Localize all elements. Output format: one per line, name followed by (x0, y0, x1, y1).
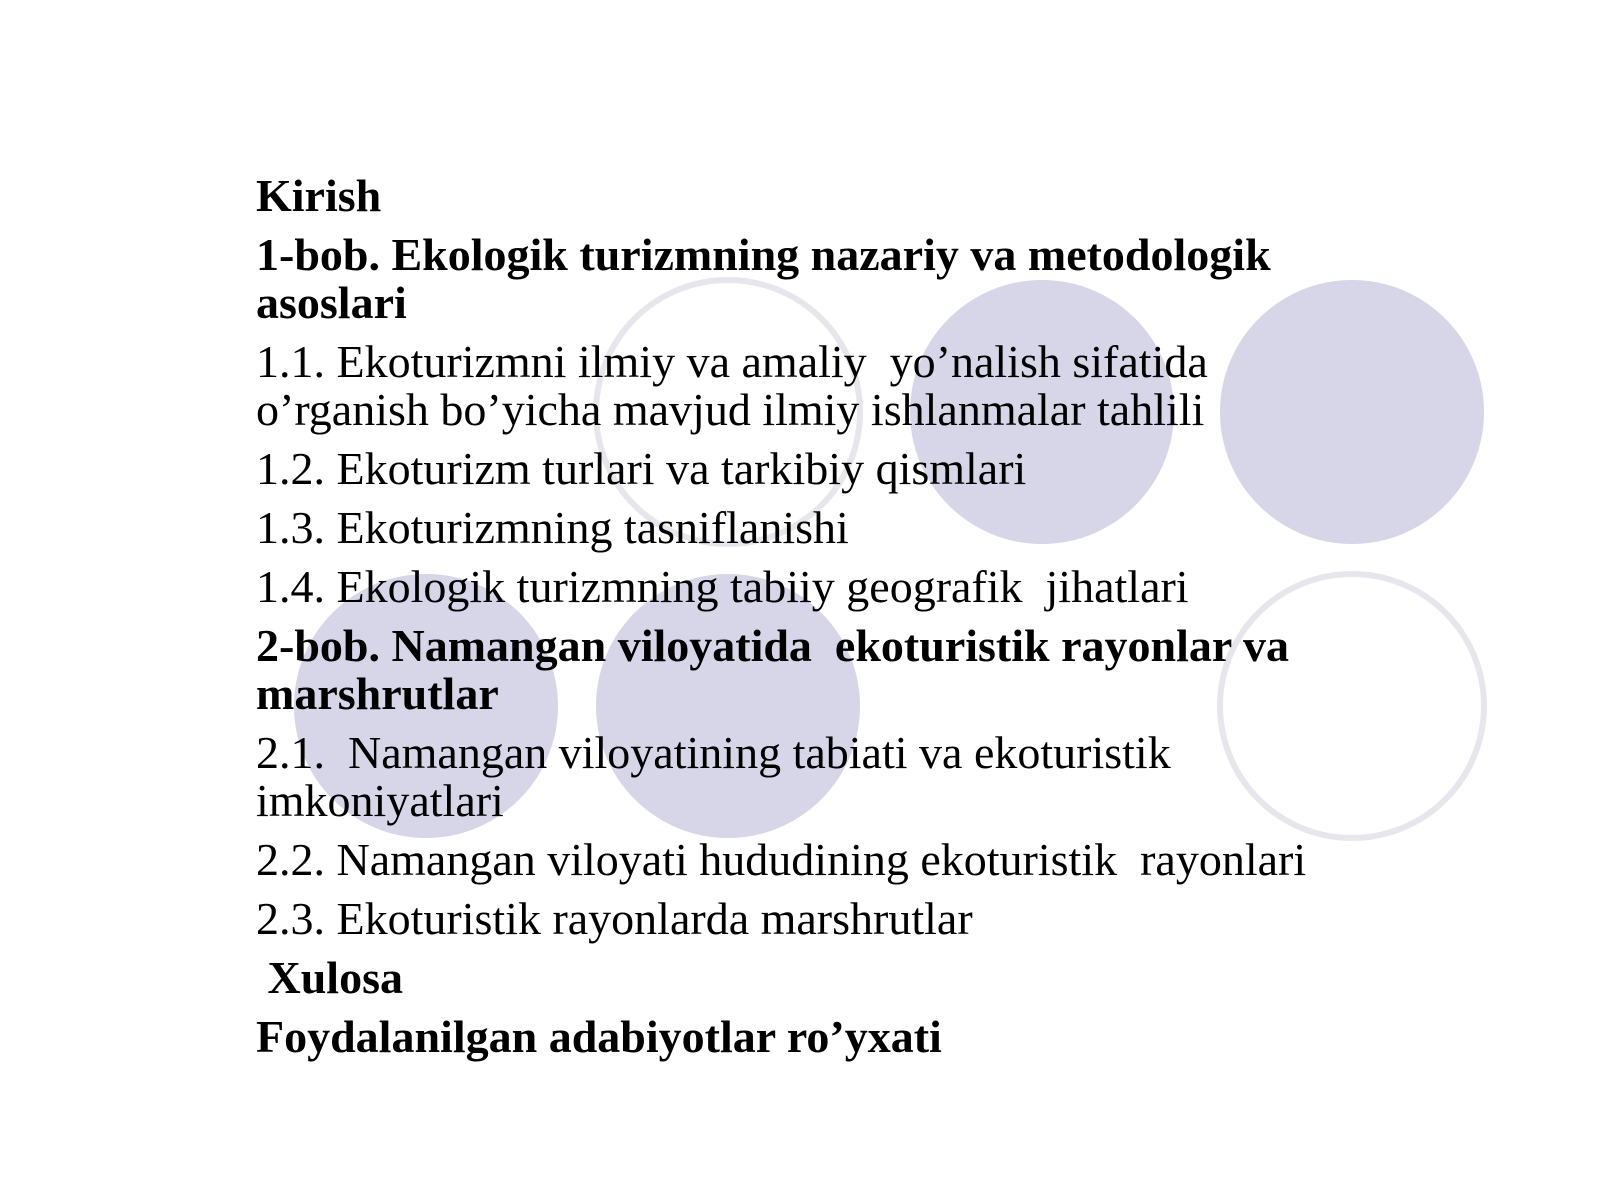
toc-section-1-4: 1.4. Ekologik turizmning tabiiy geografik jihatlari (256, 561, 1189, 612)
toc-section-2-1: 2.1. Namangan viloyatining tabiati va ekoturistik imkoniyatlari (256, 727, 1183, 826)
toc-section-1-3: 1.3. Ekoturizmning tasniflanishi (256, 502, 849, 553)
toc-chapter-1: 1-bob. Ekologik turizmning nazariy va metodologik asoslari (256, 229, 1283, 328)
toc-section-1-1: 1.1. Ekoturizmni ilmiy va amaliy yo’nalish sifatida o’rganish bo’yicha mavjud ilmiy ishlanmalar tahlili (256, 336, 1220, 435)
table-of-contents (256, 172, 1376, 1072)
toc-section-2-3: 2.3. Ekoturistik rayonlarda marshrutlar (256, 893, 973, 944)
toc-intro: Kirish (256, 170, 382, 221)
toc-section-1-2: 1.2. Ekoturizm turlari va tarkibiy qismlari (256, 443, 1027, 494)
toc-chapter-2: 2-bob. Namangan viloyatida ekoturistik rayonlar va marshrutlar (256, 620, 1301, 719)
toc-section-2-2: 2.2. Namangan viloyati hududining ekoturistik rayonlari (256, 834, 1307, 885)
toc-conclusion: Xulosa (256, 952, 403, 1003)
toc-references: Foydalanilgan adabiyotlar ro’yxati (256, 1011, 942, 1062)
